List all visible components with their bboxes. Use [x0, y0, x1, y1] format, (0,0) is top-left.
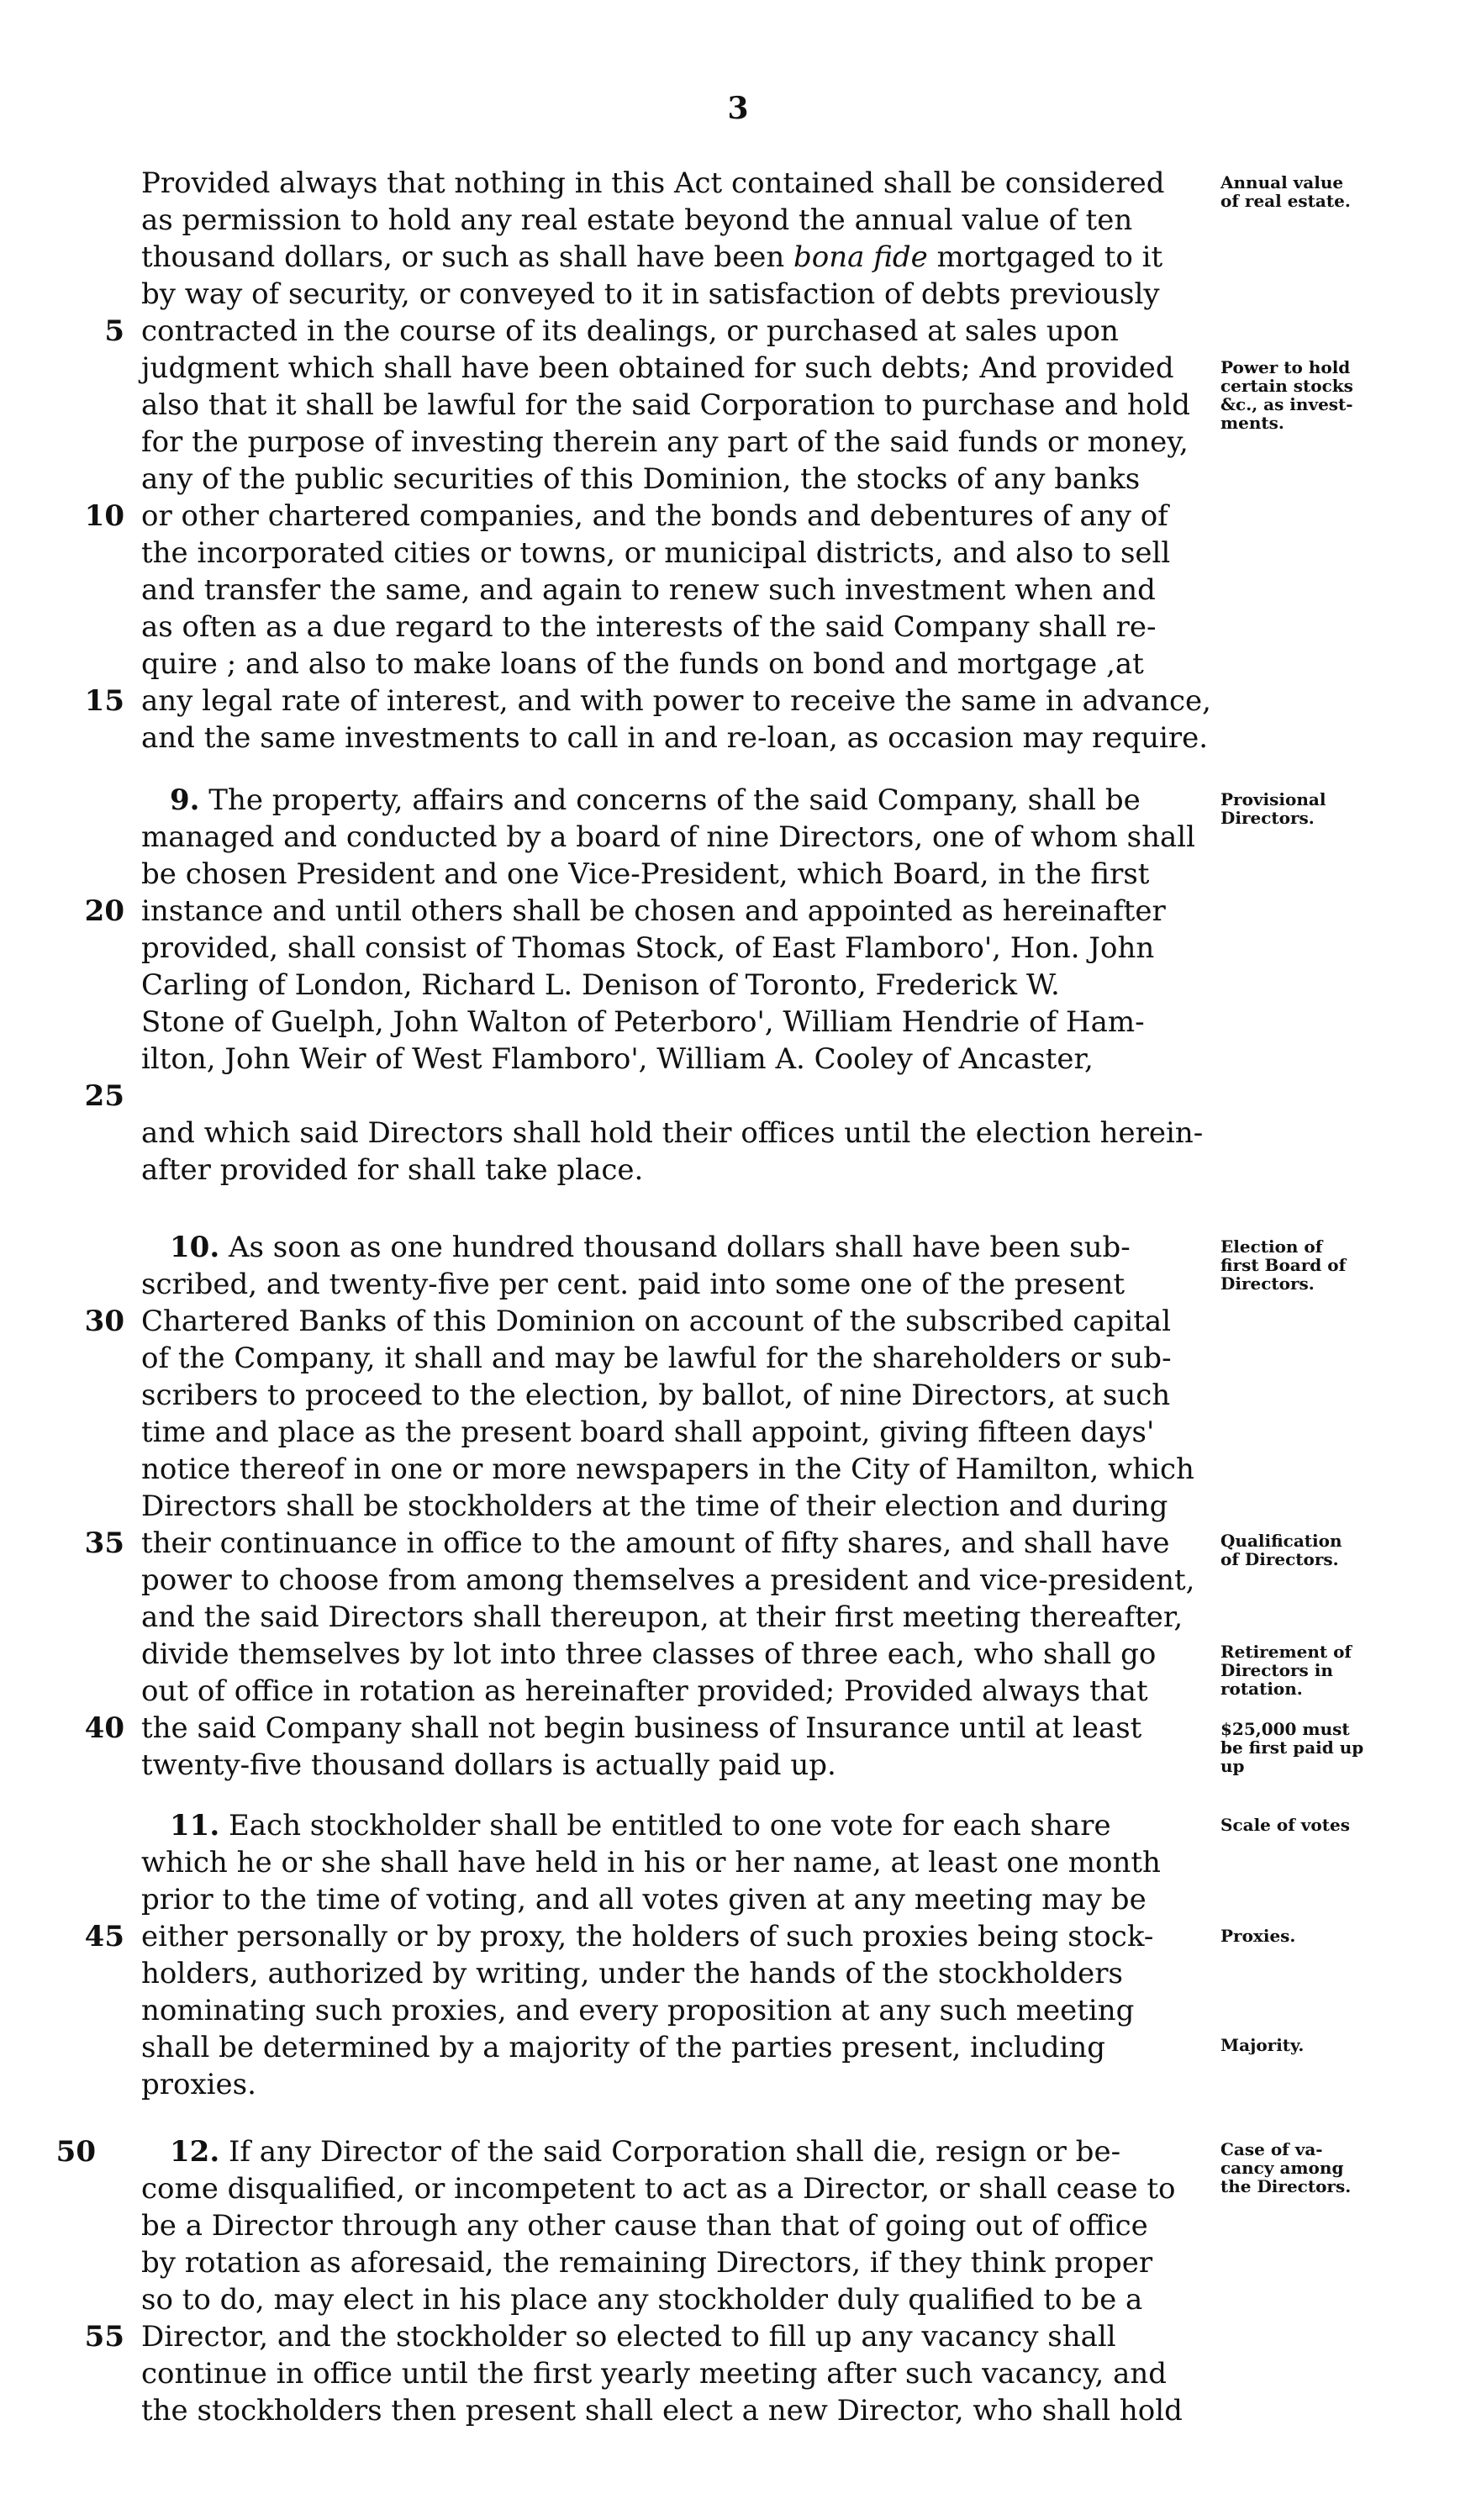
text-line: be chosen President and one Vice-President, which Board, in the first — [141, 857, 1150, 891]
text-line: 45 either personally or by proxy, the holders of such proxies being stock- — [84, 1920, 1154, 1953]
text-line: Directors shall be stockholders at the time of their election and during — [141, 1489, 1168, 1523]
text-line: by way of security, or conveyed to it in satisfaction of debts previously — [141, 277, 1160, 311]
text-line: 25 — [84, 1079, 124, 1113]
text-line: Carling of London, Richard L. Denison of Toronto, Frederick W. — [141, 968, 1060, 1002]
text-line: Stone of Guelph, John Walton of Peterboro', William Hendrie of Ham- — [141, 1005, 1145, 1039]
margin-note-retirement: Retirement of Directors in rotation. — [1220, 1642, 1352, 1699]
text-line: time and place as the present board shall appoint, giving fifteen days' — [141, 1416, 1155, 1449]
text-line: scribed, and twenty-five per cent. paid into some one of the present — [141, 1268, 1125, 1301]
text-line: of the Company, it shall and may be lawful for the shareholders or sub- — [141, 1342, 1172, 1375]
text-line: the incorporated cities or towns, or municipal districts, and also to sell — [141, 536, 1171, 570]
text-line: notice thereof in one or more newspapers in the City of Hamilton, which — [141, 1452, 1194, 1486]
section-10-start: 10. As soon as one hundred thousand dollars shall have been sub- — [170, 1231, 1131, 1264]
text-line: by rotation as aforesaid, the remaining Directors, if they think proper — [141, 2246, 1153, 2280]
text-line: which he or she shall have held in his or her name, at least one month — [141, 1846, 1161, 1879]
margin-note-qualification: Qualification of Directors. — [1220, 1531, 1342, 1569]
text-line: also that it shall be lawful for the said Corporation to purchase and hold — [141, 388, 1190, 422]
margin-note-scale-of-votes: Scale of votes — [1220, 1815, 1350, 1835]
text-line: scribers to proceed to the election, by ballot, of nine Directors, at such — [141, 1379, 1171, 1412]
text-line: so to do, may elect in his place any stockholder duly qualified to be a — [141, 2283, 1143, 2317]
text-line: 35 their continuance in office to the amount of fifty shares, and shall have — [84, 1526, 1170, 1560]
text-line: and which said Directors shall hold their offices until the election herein- — [141, 1116, 1204, 1150]
text-line: come disqualified, or incompetent to act as a Director, or shall cease to — [141, 2172, 1176, 2206]
text-line: 15 any legal rate of interest, and with power to receive the same in advance, — [84, 684, 1211, 718]
text-line: out of office in rotation as hereinafter provided; Provided always that — [141, 1674, 1148, 1708]
text-line: twenty-five thousand dollars is actually paid up. — [141, 1748, 836, 1782]
section-11-start: 11. Each stockholder shall be entitled to one vote for each share — [170, 1809, 1111, 1843]
text-line: for the purpose of investing therein any part of the said funds or money, — [141, 425, 1189, 459]
margin-note-election-first-board: Election of first Board of Directors. — [1220, 1236, 1347, 1294]
text-line: 20 instance and until others shall be chosen and appointed as hereinafter — [84, 894, 1166, 928]
text-line: shall be determined by a majority of the parties present, including — [141, 2031, 1106, 2064]
text-line: after provided for shall take place. — [141, 1153, 644, 1187]
text-line: provided, shall consist of Thomas Stock, of East Flamboro', Hon. John — [141, 931, 1155, 965]
margin-note-provisional-directors: Provisional Directors. — [1220, 789, 1326, 828]
text-line: proxies. — [141, 2068, 256, 2101]
text-line: as permission to hold any real estate beyond the annual value of ten — [141, 203, 1133, 237]
margin-note-proxies: Proxies. — [1220, 1926, 1296, 1946]
text-line: 30 Chartered Banks of this Dominion on account of the subscribed capital — [84, 1305, 1172, 1338]
text-line: and transfer the same, and again to renew such investment when and — [141, 573, 1156, 607]
text-line: the stockholders then present shall elect a new Director, who shall hold — [141, 2394, 1183, 2428]
text-line: prior to the time of voting, and all votes given at any meeting may be — [141, 1883, 1147, 1916]
text-line: be a Director through any other cause than that of going out of office — [141, 2209, 1148, 2243]
margin-note-case-of-vacancy: Case of va- cancy among the Directors. — [1220, 2139, 1352, 2196]
margin-note-majority: Majority. — [1220, 2035, 1305, 2055]
margin-note-capital-paid-up: $25,000 must be first paid up up — [1220, 1719, 1364, 1776]
text-line: holders, authorized by writing, under the hands of the stockholders — [141, 1957, 1123, 1990]
text-line: 55 Director, and the stockholder so elected to fill up any vacancy shall — [84, 2320, 1116, 2354]
margin-note-annual-value: Annual value of real estate. — [1220, 172, 1351, 211]
text-line: and the same investments to call in and re-loan, as occasion may require. — [141, 721, 1209, 755]
text-line: Provided always that nothing in this Act contained shall be considered — [141, 166, 1165, 200]
text-line: ilton, John Weir of West Flamboro', William A. Cooley of Ancaster, — [141, 1042, 1094, 1076]
text-line: 5 contracted in the course of its dealings, or purchased at sales upon — [104, 314, 1119, 348]
text-line: nominating such proxies, and every proposition at any such meeting — [141, 1994, 1135, 2027]
text-line: managed and conducted by a board of nine Directors, one of whom shall — [141, 820, 1196, 854]
section-9-start: 9. The property, affairs and concerns of the said Company, shall be — [170, 783, 1141, 817]
text-line: 40 the said Company shall not begin business of Insurance until at least — [84, 1711, 1142, 1745]
page-number: 3 — [727, 91, 749, 126]
text-line: divide themselves by lot into three classes of three each, who shall go — [141, 1637, 1157, 1671]
text-line: any of the public securities of this Dominion, the stocks of any banks — [141, 462, 1141, 496]
text-line: as often as a due regard to the interests of the said Company shall re- — [141, 610, 1157, 644]
text-line: quire ; and also to make loans of the funds on bond and mortgage ,at — [141, 647, 1144, 681]
section-12-start: 50 12. If any Director of the said Corporation shall die, resign or be- — [55, 2135, 1121, 2169]
text-line: judgment which shall have been obtained for such debts; And provided — [141, 351, 1174, 385]
margin-note-power-to-hold: Power to hold certain stocks &c., as invest- ments. — [1220, 357, 1353, 433]
text-line: 10 or other chartered companies, and the bonds and debentures of any of — [84, 499, 1168, 533]
text-line: continue in office until the first yearly meeting after such vacancy, and — [141, 2357, 1168, 2391]
text-line: thousand dollars, or such as shall have been bona fide mortgaged to it — [141, 240, 1163, 274]
text-line: and the said Directors shall thereupon, at their first meeting thereafter, — [141, 1600, 1183, 1634]
text-line: power to choose from among themselves a president and vice-president, — [141, 1563, 1195, 1597]
